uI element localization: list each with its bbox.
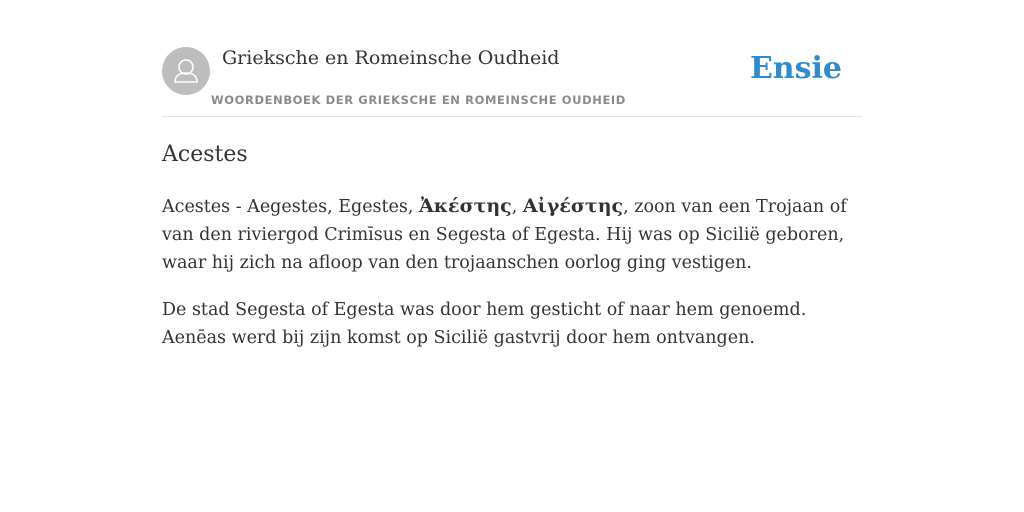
paragraph-1-intro: Acestes - Aegestes, Egestes, (162, 197, 420, 217)
user-silhouette-icon (162, 47, 210, 95)
paragraph-1-rest: , zoon van een Trojaan of van den riviergod Crimīsus en Segesta of Egesta. Hij was op Sicilië geboren, waar hij zich na afloop van den trojaanschen oorlog ging vestigen. (162, 197, 847, 273)
header (162, 0, 862, 117)
paragraph-1-separator: , (511, 197, 523, 217)
source-avatar[interactable] (162, 47, 210, 95)
entry-paragraph-2: De stad Segesta of Egesta was door hem gesticht of naar hem genoemd. Aenēas werd bij zijn komst op Sicilië gastvrij door hem ontvangen. (162, 300, 807, 348)
source-title[interactable]: Grieksche en Romeinsche Oudheid (222, 47, 560, 69)
greek-name-2: Αἰγέστης (522, 195, 624, 217)
greek-name-1: Ἀκέστης (419, 195, 512, 217)
page (162, 0, 862, 512)
source-subtitle: WOORDENBOEK DER GRIEKSCHE EN ROMEINSCHE OUDHEID (211, 93, 626, 107)
entry-body (162, 192, 862, 371)
entry-title: Acestes (162, 142, 248, 167)
brand-logo[interactable]: Ensie (749, 51, 842, 86)
entry-paragraph-1 (162, 192, 862, 277)
